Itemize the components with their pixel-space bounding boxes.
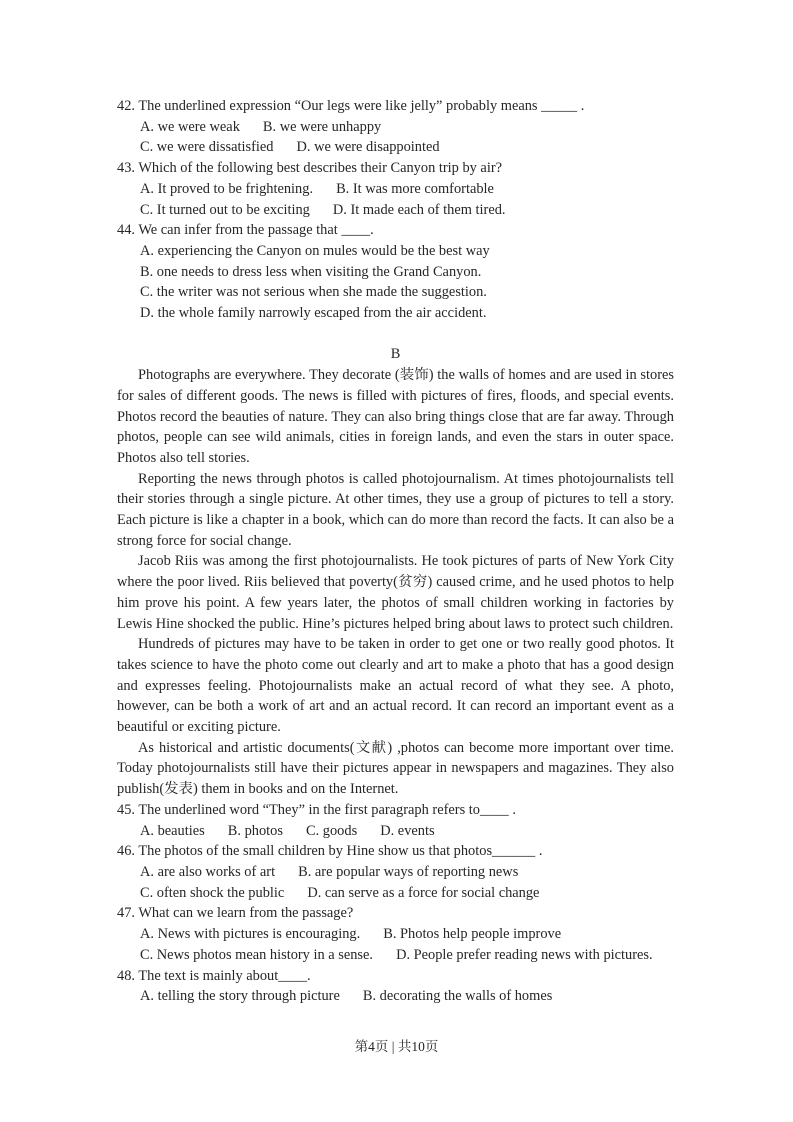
question-48 [117, 966, 674, 1007]
option-d: D. the whole family narrowly escaped from the air accident. [140, 305, 487, 322]
question-number: 44. [117, 222, 139, 239]
option-line [117, 137, 674, 158]
question-stem-text: Which of the following best describes their Canyon trip by air? [138, 160, 502, 177]
question-number: 48. [117, 967, 139, 984]
option-d: D. events [380, 822, 435, 839]
question-stem [117, 158, 674, 179]
option-d: D. can serve as a force for social change [307, 884, 540, 901]
option-d: D. People prefer reading news with pictures. [396, 946, 653, 963]
option-line [117, 282, 674, 303]
option-b: B. one needs to dress less when visiting the Grand Canyon. [140, 263, 482, 280]
option-a: A. News with pictures is encouraging. [140, 926, 361, 943]
option-b: B. are popular ways of reporting news [298, 864, 519, 880]
question-number: 46. [117, 843, 139, 860]
questions-bottom [117, 800, 674, 1007]
question-stem-text: We can infer from the passage that ____. [138, 222, 374, 239]
option-b: B. It was more comfortable [336, 180, 494, 197]
question-stem [117, 96, 674, 117]
question-42 [117, 96, 674, 158]
option-line [117, 821, 674, 842]
question-number: 45. [117, 801, 139, 818]
question-46 [117, 841, 674, 903]
question-stem-text: The text is mainly about____. [138, 967, 311, 984]
question-45 [117, 800, 674, 841]
option-c: C. often shock the public [140, 884, 285, 901]
question-44 [117, 220, 674, 324]
option-line [117, 945, 674, 966]
page-number-text: 第4页 | 共10页 [354, 1039, 439, 1054]
option-c: C. goods [306, 822, 358, 839]
option-c: C. we were dissatisfied [140, 139, 274, 156]
question-stem [117, 220, 674, 241]
option-c: C. News photos mean history in a sense. [140, 946, 374, 963]
questions-top [117, 96, 674, 324]
option-a: A. we were weak [140, 118, 240, 135]
question-stem-text: The underlined word “They” in the first paragraph refers to____ . [138, 801, 516, 818]
page-content [117, 96, 674, 1007]
question-number: 42. [117, 98, 139, 114]
option-a: A. experiencing the Canyon on mules would be the best way [140, 242, 490, 259]
question-stem [117, 966, 674, 987]
question-stem-text: The underlined expression “Our legs were like jelly” probably means _____ . [138, 98, 585, 114]
passage-paragraph: Photographs are everywhere. They decorate (装饰) the walls of homes and are used in stores for sales of different goods. The news is filled with pictures of fires, floods, and special events. Photos record the beauties of nature. They can also bring things close that are far away. Through photos, people can see wild animals, cities in foreign lands, and even the stars in outer space. Photos also tell stories. [117, 367, 674, 466]
passage [117, 365, 674, 800]
option-line [117, 862, 674, 883]
passage-paragraph: Reporting the news through photos is called photojournalism. At times photojournalists tell their stories through a single picture. At other times, they use a group of pictures to tell a story. Each picture is like a chapter in a book, which can do more than record the facts. It can also be a strong force for social change. [117, 470, 674, 549]
passage-paragraph: Hundreds of pictures may have to be taken in order to get one or two really good photos. It takes science to have the photo come out clearly and art to make a photo that has a good design and expresses feeling. Photojournalists make an actual record of what they see. A photo, however, can be both a work of art and an actual record. It can record an important event as a beautiful or exciting picture. [117, 636, 674, 736]
question-43 [117, 158, 674, 220]
option-b: B. photos [227, 822, 283, 839]
option-d: D. we were disappointed [296, 139, 440, 156]
option-line [117, 241, 674, 262]
question-stem-text: The photos of the small children by Hine show us that photos______ . [138, 843, 543, 860]
page-footer [0, 1037, 793, 1058]
option-line [117, 117, 674, 138]
option-a: A. beauties [140, 822, 205, 839]
option-line [117, 179, 674, 200]
option-line [117, 303, 674, 324]
option-a: A. It proved to be frightening. [140, 180, 314, 197]
option-line [117, 200, 674, 221]
question-stem-text: What can we learn from the passage? [138, 905, 354, 922]
option-a: A. are also works of art [140, 864, 276, 880]
question-stem [117, 841, 674, 862]
option-line [117, 924, 674, 945]
passage-paragraph: Jacob Riis was among the first photojournalists. He took pictures of parts of New York City where the poor lived. Riis believed that poverty(贫穷) caused crime, and he used photos to help him prove his point. A few years later, the photos of small children working in factories by Lewis Hine shocked the public. Hine’s pictures helped bring about laws to protect such children. [117, 553, 674, 632]
option-b: B. Photos help people improve [383, 926, 562, 943]
option-b: B. we were unhappy [262, 118, 382, 135]
question-number: 47. [117, 905, 139, 922]
option-line [117, 883, 674, 904]
question-stem [117, 903, 674, 924]
option-line [117, 986, 674, 1007]
option-c: C. It turned out to be exciting [140, 201, 310, 218]
option-c: C. the writer was not serious when she made the suggestion. [140, 284, 487, 301]
question-47 [117, 903, 674, 965]
option-d: D. It made each of them tired. [332, 201, 506, 218]
section-label: B [390, 346, 401, 363]
option-line [117, 262, 674, 283]
option-a: A. telling the story through picture [140, 988, 340, 1005]
question-stem [117, 800, 674, 821]
passage-paragraph: As historical and artistic documents(文献) ,photos can become more important over time. Today photojournalists still have their pictures appear in newspapers and magazines. They also publish(发表) them in books and on the Internet. [117, 739, 674, 798]
question-number: 43. [117, 160, 139, 177]
option-b: B. decorating the walls of homes [362, 988, 553, 1005]
